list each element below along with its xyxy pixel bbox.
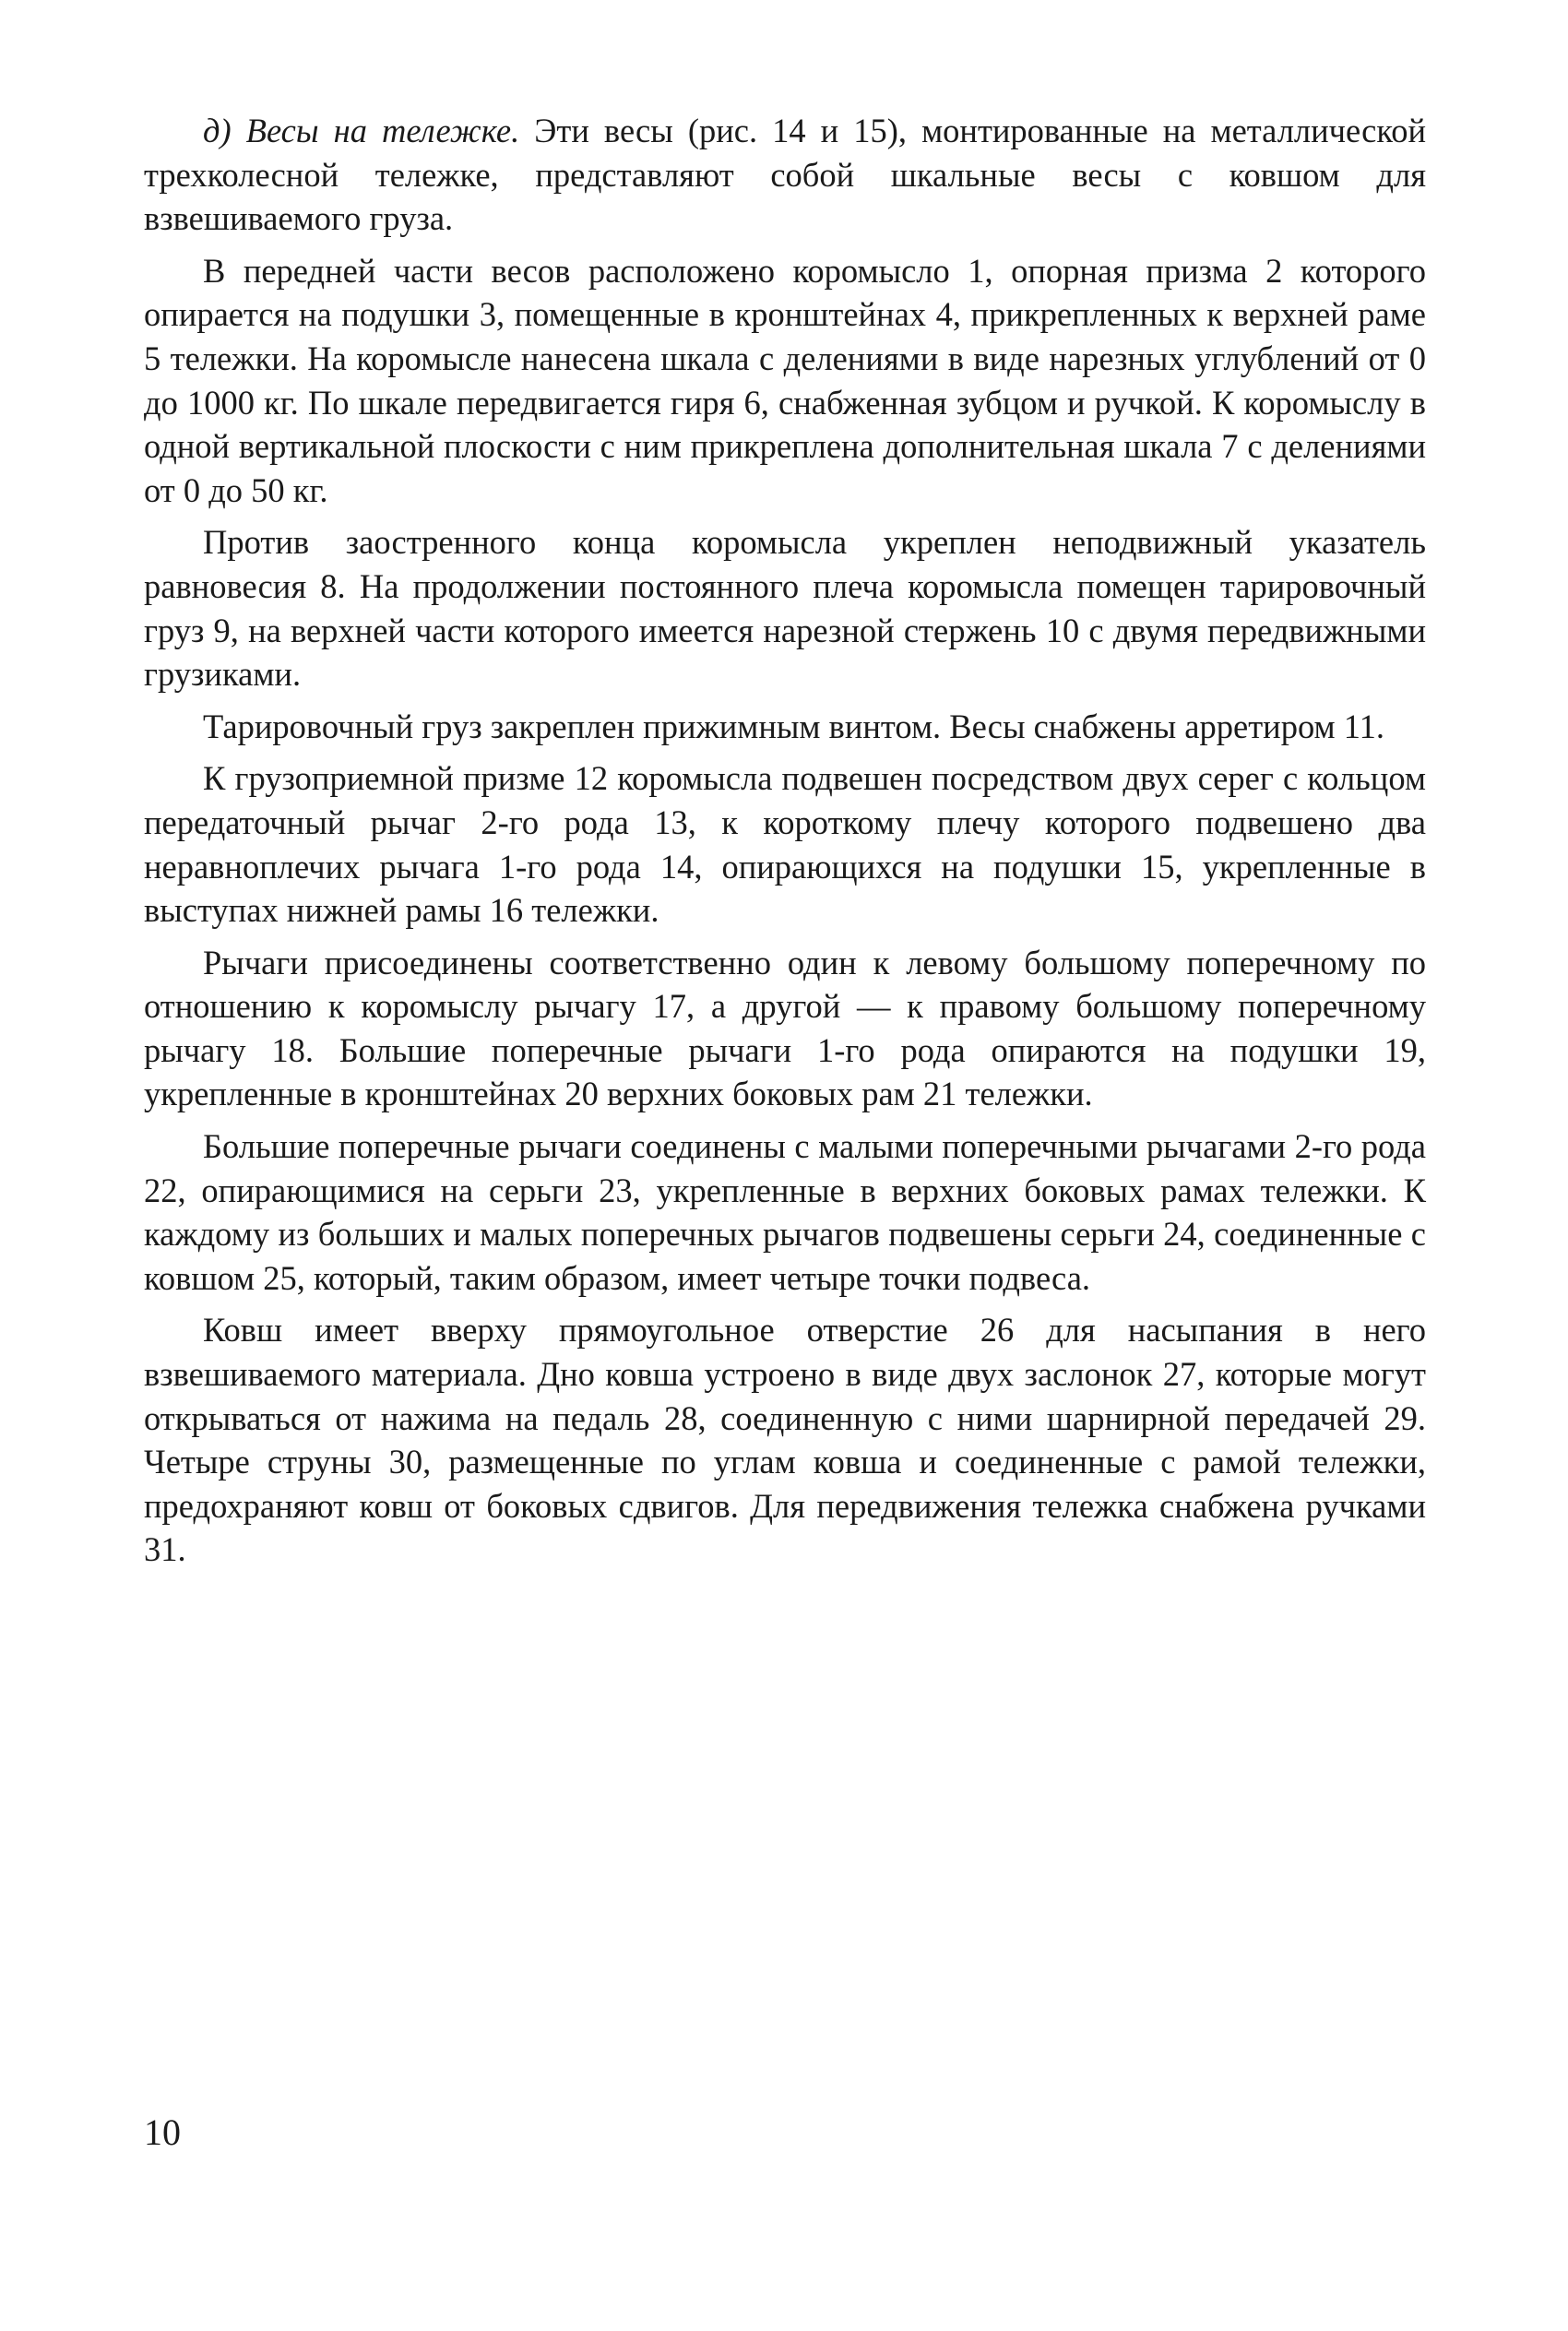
paragraph: В передней части весов расположено коромысло 1, опорная призма 2 которого опирается на подушки 3, помещенные в кронштейнах 4, прикрепленных к верхней раме 5 тележки. На коромысле нанесена шкала с делениями в виде нарезных углублений от 0 до 1000 кг. По шкале передвигается гиря 6, снабженная зубцом и ручкой. К коромыслу в одной вертикальной плоскости с ним прикреплена дополнительная шкала 7 с делениями от 0 до 50 кг. bbox=[144, 251, 1426, 509]
paragraph: Тарировочный груз закреплен прижимным винтом. Весы снабжены арретиром 11. bbox=[203, 707, 1384, 745]
paragraph: Против заостренного конца коромысла укреплен неподвижный указатель равновесия 8. На продолжении постоянного плеча коромысла помещен тарировочный груз 9, на верхней части которого имеется нарезной стержень 10 с двумя передвижными грузиками. bbox=[144, 523, 1426, 694]
paragraph-text: Эти весы (рис. 14 и 15), монтированные на металлической трехколесной тележке, представляют собой шкальные весы с ковшом для взвешиваемого груза. bbox=[144, 112, 1426, 238]
section-title: д) Весы на тележке. bbox=[203, 112, 520, 149]
body-text bbox=[144, 109, 1426, 1572]
paragraph: Ковш имеет вверху прямоугольное отверстие 26 для насыпания в него взвешиваемого материала. Дно ковша устроено в виде двух заслонок 27, которые могут открываться от нажима на педаль 28, соединенную с ними шарнирной передачей 29. Четыре струны 30, размещенные по углам ковша и соединенные с рамой тележки, предохраняют ковш от боковых сдвигов. Для передвижения тележка снабжена ручками 31. bbox=[144, 1311, 1426, 1569]
paragraph: Большие поперечные рычаги соединены с малыми поперечными рычагами 2-го рода 22, опирающимися на серьги 23, укрепленные в верхних боковых рамах тележки. К каждому из больших и малых поперечных рычагов подвешены серьги 24, соединенные с ковшом 25, который, таким образом, имеет четыре точки подвеса. bbox=[144, 1127, 1426, 1297]
page-number: 10 bbox=[144, 2111, 181, 2153]
paragraph: Рычаги присоединены соответственно один к левому большому поперечному по отношению к коромыслу рычагу 17, а другой — к правому большому поперечному рычагу 18. Большие поперечные рычаги 1-го рода опираются на подушки 19, укрепленные в кронштейнах 20 верхних боковых рам 21 тележки. bbox=[144, 943, 1426, 1113]
paragraph: К грузоприемной призме 12 коромысла подвешен посредством двух серег с кольцом передаточный рычаг 2-го рода 13, к короткому плечу которого подвешено два неравноплечих рычага 1-го рода 14, опирающихся на подушки 15, укрепленные в выступах нижней рамы 16 тележки. bbox=[144, 759, 1426, 930]
paragraph-intro bbox=[144, 109, 1426, 241]
